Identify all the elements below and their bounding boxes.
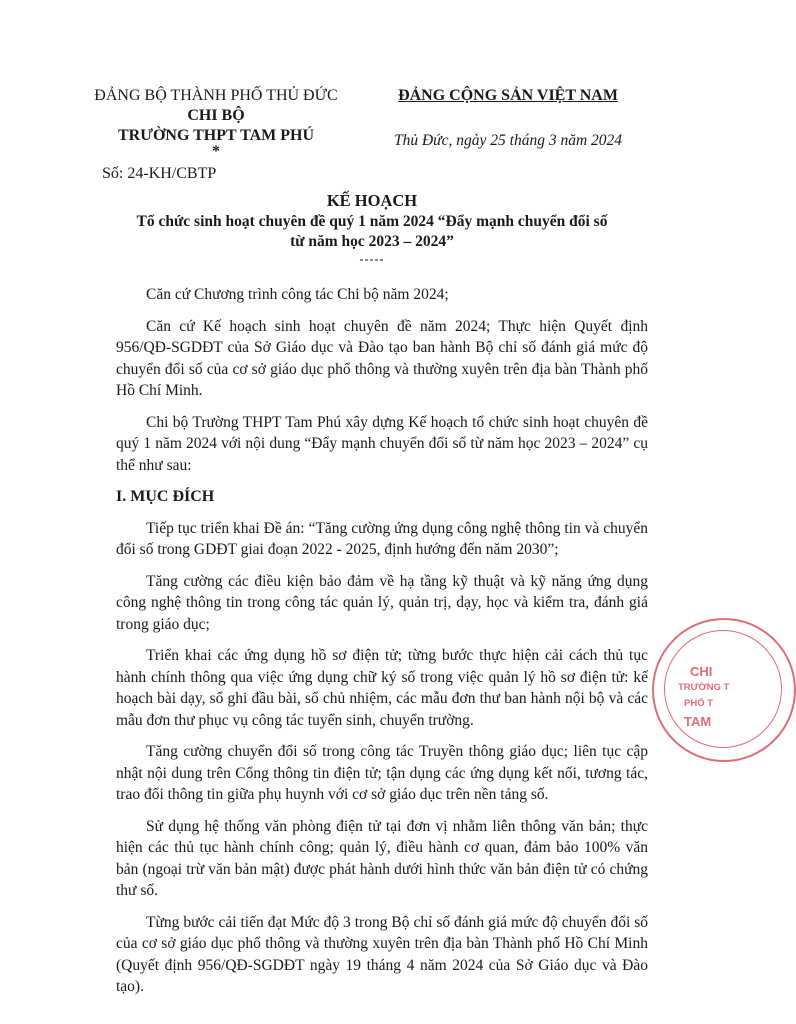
party-cell: CHI BỘ	[187, 107, 245, 124]
document-number: Số: 24-KH/CBTP	[102, 165, 217, 182]
title-subtitle-line1: Tổ chức sinh hoạt chuyên đề quý 1 năm 2024 “Đẩy mạnh chuyển đổi số	[136, 213, 608, 230]
paragraph: Từng bước cải tiến đạt Mức độ 3 trong Bộ chỉ số đánh giá mức độ chuyển đổi số của cơ sở giáo dục phổ thông và thường xuyên trên địa bàn Thành phố Hồ Chí Minh (Quyết định 956/QĐ-SGDĐT ngày 19 tháng 4 năm 2024 của Sở Giáo dục và Đào tạo).	[116, 913, 648, 995]
issue-date: Thủ Đức, ngày 25 tháng 3 năm 2024	[393, 132, 623, 149]
paragraph: Tiếp tục triển khai Đề án: “Tăng cường ứng dụng công nghệ thông tin và chuyển đổi số trong GDĐT giai đoạn 2022 - 2025, định hướng đến năm 2030”;	[116, 519, 648, 558]
paragraph: Tăng cường chuyển đổi số trong công tác Truyền thông giáo dục; liên tục cập nhật nội dung trên Cổng thông tin điện tử; tận dụng các ứng dụng kết nối, tương tác, trao đổi thông tin giữa phụ huynh với cơ sở giáo dục trên nền tảng số.	[116, 743, 648, 803]
school-name: TRƯỜNG THPT TAM PHÚ	[117, 127, 314, 144]
issuer-header	[80, 86, 352, 158]
paragraph: Căn cứ Chương trình công tác Chi bộ năm 2024;	[146, 286, 449, 303]
document-title	[98, 190, 646, 266]
section-heading: I. MỤC ĐÍCH	[116, 488, 215, 505]
party-name: ĐẢNG CỘNG SẢN VIỆT NAM	[398, 87, 618, 104]
paragraph: Căn cứ Kế hoạch sinh hoạt chuyên đề năm 2024; Thực hiện Quyết định 956/QĐ-SGDĐT của Sở Giáo dục và Đào tạo ban hành Bộ chỉ số đánh giá mức độ chuyển đổi số của cơ sở giáo dục phổ thông và thường xuyên trên địa bàn Thành phố Hồ Chí Minh.	[116, 317, 648, 399]
title-subtitle-line2: từ năm học 2023 – 2024”	[290, 233, 454, 250]
paragraph: Triển khai các ứng dụng hồ sơ điện tử; từng bước thực hiện cải cách thủ tục hành chính thông qua việc ứng dụng chữ ký số trong việc quản lý hồ sơ điện tử: kế hoạch bài dạy, sổ ghi đầu bài, sổ chủ nhiệm, các mẫu đơn thư ban hành nội bộ và các mẫu đơn thư phục vụ công tác tuyển sinh, chuyển trường.	[116, 647, 648, 729]
paragraph: Tăng cường các điều kiện bảo đảm về hạ tầng kỹ thuật và kỹ năng ứng dụng công nghệ thông tin trong công tác quản lý, quản trị, dạy, học và kiểm tra, đánh giá trong giáo dục;	[116, 572, 648, 633]
paragraph: Sử dụng hệ thống văn phòng điện tử tại đơn vị nhằm liên thông văn bản; thực hiện các thủ tục hành chính công; quản lý, điều hành cơ quan, đảm bảo 100% văn bản (ngoại trừ văn bản mật) được phát hành dưới hình thức văn bản điện tử có chứng thư số.	[116, 817, 648, 899]
paragraph: Chi bộ Trường THPT Tam Phú xây dựng Kế hoạch tổ chức sinh hoạt chuyên đề quý 1 năm 2024 với nội dung “Đẩy mạnh chuyển đổi số từ năm học 2023 – 2024” cụ thể như sau:	[116, 413, 648, 474]
national-header	[372, 86, 644, 150]
seal-text: CHI	[690, 664, 713, 679]
title-divider: -----	[359, 252, 385, 266]
party-committee: ĐẢNG BỘ THÀNH PHỐ THỦ ĐỨC	[94, 87, 338, 104]
seal-text: TRƯỜNG T	[678, 682, 730, 693]
seal-text: TAM	[684, 714, 712, 729]
star-mark: *	[212, 143, 220, 160]
seal-text: PHỔ T	[684, 698, 714, 709]
title-main: KẾ HOẠCH	[326, 191, 418, 210]
official-seal	[652, 618, 796, 762]
document-body	[116, 284, 648, 1008]
